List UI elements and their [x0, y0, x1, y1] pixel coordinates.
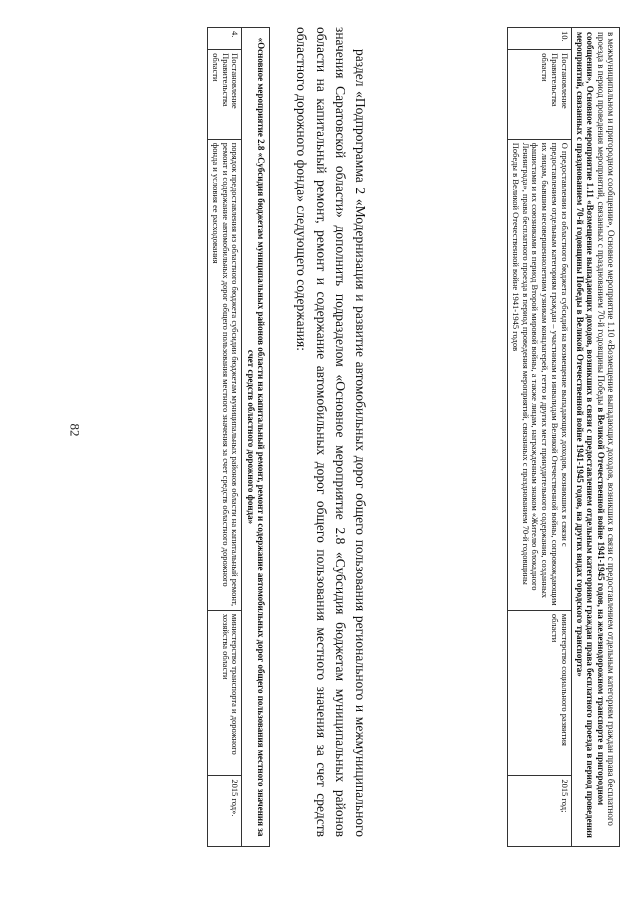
table-header-row — [571, 28, 619, 847]
table-section-header — [571, 28, 619, 847]
header-line-1: в межмуниципальном и пригородном сообщении», Основное мероприятие 1.10 «Возмещение выпадающих доходов, возникших в связи с предоставлением отдельным категориям граждан права бесплатного проезда в период проведения мероприятий, связанных с празднованием 70-й годовщины Победы — [595, 32, 616, 826]
document-title: О предоставлении из областного бюджета субсидий на возмещение выпадающих доходов, возникших в связи с предоставлением отдельным категориям граждан – участникам и инвалидам Великой Отечественной войны, сопровождающим их лицам, бывшим несовершеннолетним узникам концлагерей, гетто и других мест принудительного содержания, созданных фашистами и их союзниками в период Второй мировой войны, а также лицам, награжденным знаком «Жителю блокадного Ленинграда», права бесплатного проезда в период проведения мероприятий, связанных с празднованием 70-й годовщины Победы в Великой Отечественной войне 1941-1945 годов — [508, 139, 572, 610]
responsible-executor: министерство транспорта и дорожного хозяйства области — [208, 610, 242, 775]
row-number: 10. — [508, 28, 572, 50]
document-type: Постановление Правительства области — [508, 50, 572, 140]
activities-table-1 — [507, 27, 620, 847]
table-header-row — [242, 28, 270, 847]
activities-table-2 — [207, 27, 270, 847]
table-section-header: «Основное мероприятие 2.8 «Субсидия бюджетам муниципальных районов области на капитальный ремонт, ремонт и содержание автомобильных дорог общего пользования местного значения за счет средств областного дорожного фонда» — [242, 28, 270, 847]
deadline-year: 2015 год». — [208, 776, 242, 847]
deadline-year: 2015 год; — [508, 776, 572, 847]
table-row — [508, 28, 572, 847]
document-title: порядок предоставления из областного бюджета субсидии бюджетам муниципальных районов области на капитальный ремонт, ремонт и содержание автомобильных дорог общего пользования местного значения за счет средств областного дорожного фонда и условия ее расходования — [208, 139, 242, 610]
page-number: 82 — [67, 423, 83, 437]
body-paragraph: раздел «Подпрограмма 2 «Модернизация и развитие автомобильных дорог общего пользования регионального и межмуниципального значения Саратовской области» дополнить подразделом «Основное мероприятие 2.8 «Субсидия бюджетам муниципальных районов области на капитальный ремонт, ремонт и содержание автомобильных дорог общего пользования местного значения за счет средств областного дорожного фонда» следующего содержания: — [294, 27, 368, 837]
rotated-document-content — [20, 27, 620, 877]
document-type: Постановление Правительства области — [208, 50, 242, 140]
header-line-2: в Великой Отечественной войне 1941-1945 годов, на железнодорожном транспорте в пригородном сообщении», Основное мероприятие 1.11 «Возмещение выпадающих доходов, возникших в связи с предоставлением отдельным категориям граждан права бесплатного проезда в период проведения мероприятий, связанных с празднованием 70-й годовщины Победы в Великой Отечественной войне 1941-1945 годов, на других видах городского транспорта» — [574, 32, 606, 838]
table-row — [208, 28, 242, 847]
responsible-executor: министерство социального развития области — [508, 610, 572, 775]
row-number: 4. — [208, 28, 242, 50]
